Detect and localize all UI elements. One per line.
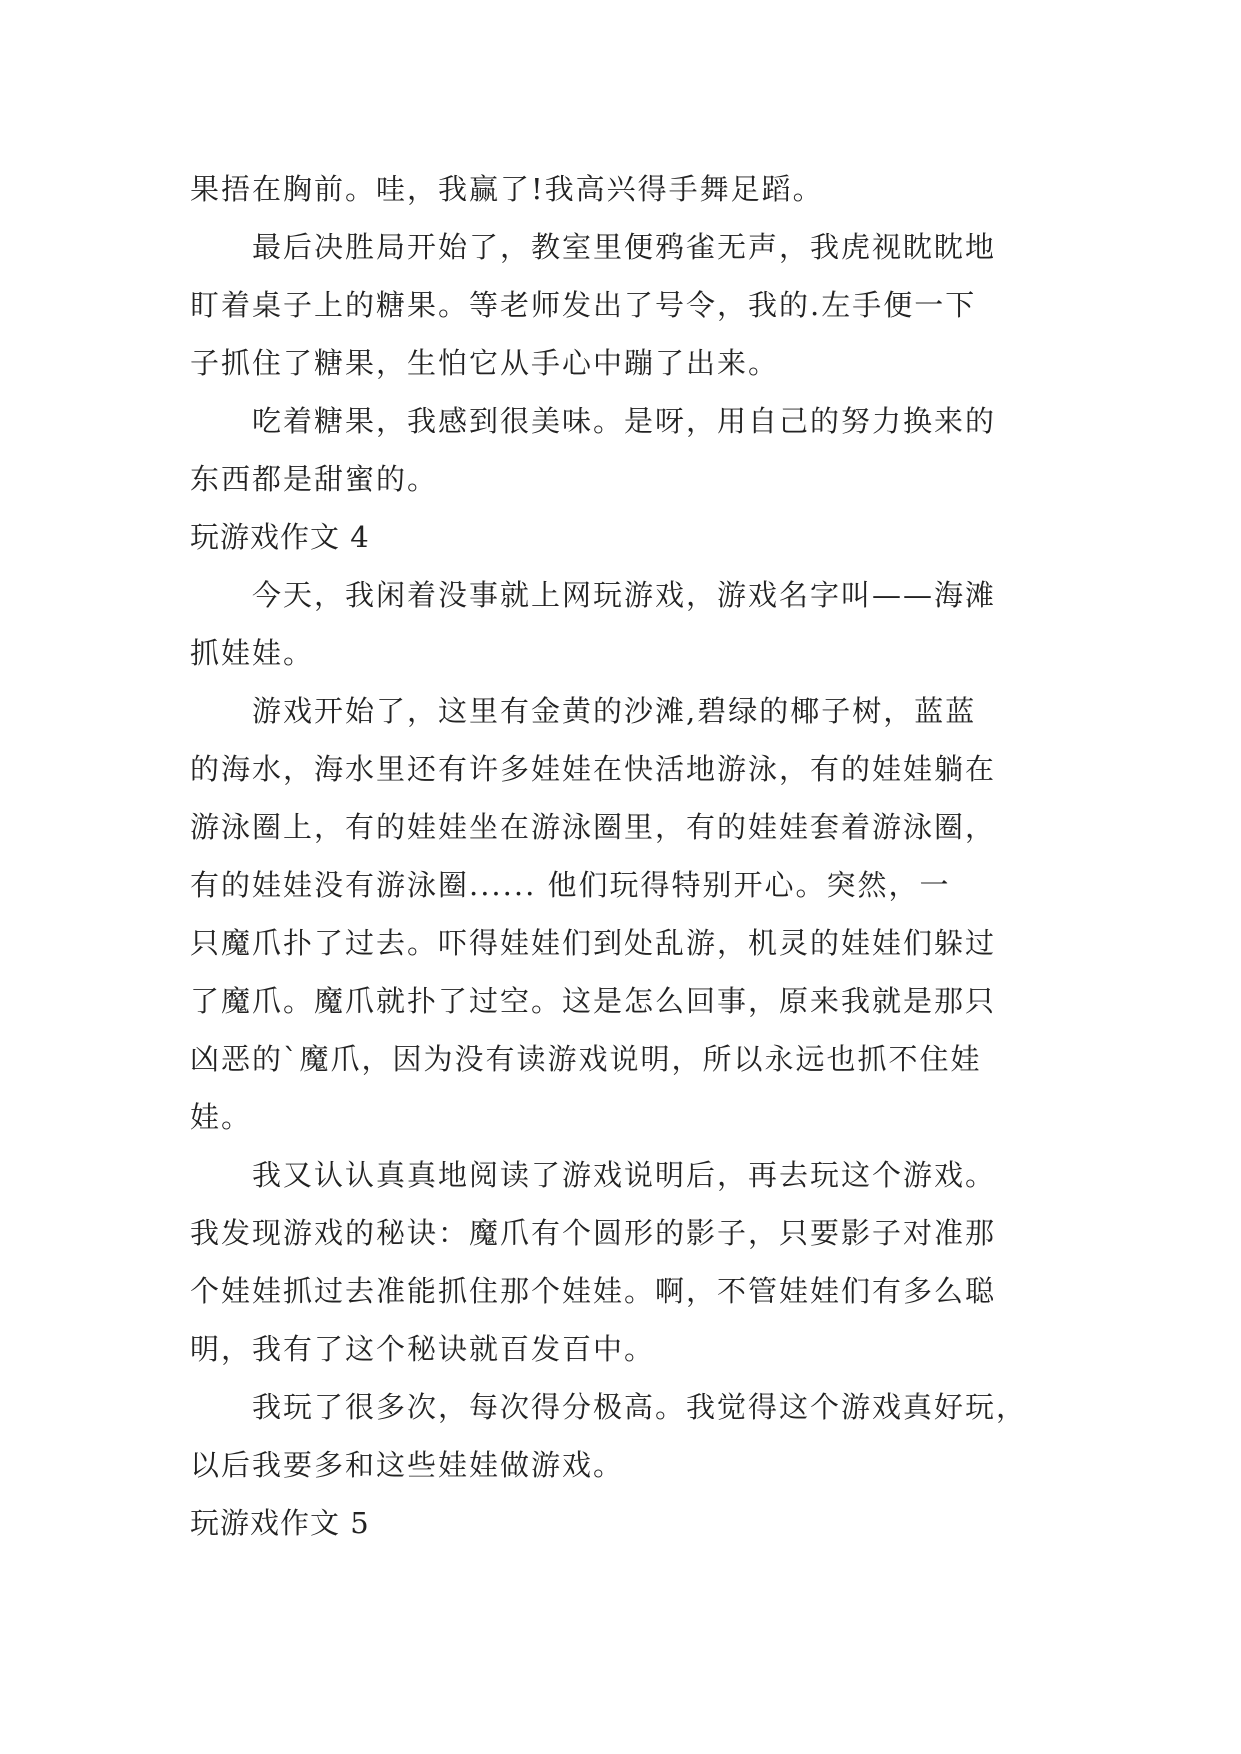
- paragraph-line: 最后决胜局开始了，教室里便鸦雀无声，我虎视眈眈地: [252, 230, 997, 264]
- paragraph-line: 今天，我闲着没事就上网玩游戏，游戏名字叫——海滩: [252, 578, 997, 612]
- paragraph-line: 以后我要多和这些娃娃做游戏。: [190, 1448, 625, 1482]
- paragraph-line: 果捂在胸前。哇，我赢了!我高兴得手舞足蹈。: [190, 172, 824, 206]
- paragraph-line: 了魔爪。魔爪就扑了过空。这是怎么回事，原来我就是那只: [190, 984, 997, 1018]
- paragraph-line: 个娃娃抓过去准能抓住那个娃娃。啊，不管娃娃们有多么聪: [190, 1274, 997, 1308]
- paragraph-line: 只魔爪扑了过去。吓得娃娃们到处乱游，机灵的娃娃们躲过: [190, 926, 997, 960]
- paragraph-line: 子抓住了糖果，生怕它从手心中蹦了出来。: [190, 346, 780, 380]
- paragraph-line: 我发现游戏的秘诀：魔爪有个圆形的影子，只要影子对准那: [190, 1216, 997, 1250]
- document-body: [190, 160, 1060, 1552]
- paragraph-line: 有的娃娃没有游泳圈...... 他们玩得特别开心。突然，一: [190, 868, 951, 902]
- paragraph-line: 东西都是甜蜜的。: [190, 462, 439, 496]
- paragraph-line: 明，我有了这个秘诀就百发百中。: [190, 1332, 656, 1366]
- paragraph-line: 吃着糖果，我感到很美味。是呀，用自己的努力换来的: [252, 404, 997, 438]
- paragraph-line: 凶恶的`魔爪，因为没有读游戏说明，所以永远也抓不住娃: [190, 1042, 982, 1076]
- paragraph-line: 的海水，海水里还有许多娃娃在快活地游泳，有的娃娃躺在: [190, 752, 997, 786]
- paragraph-line: 娃。: [190, 1100, 253, 1134]
- paragraph-line: 我玩了很多次，每次得分极高。我觉得这个游戏真好玩，: [252, 1390, 1028, 1424]
- paragraph-line: 抓娃娃。: [190, 636, 315, 670]
- paragraph-line: 盯着桌子上的糖果。等老师发出了号令，我的.左手便一下: [190, 288, 977, 322]
- paragraph-line: 游泳圈上，有的娃娃坐在游泳圈里，有的娃娃套着游泳圈，: [190, 810, 997, 844]
- paragraph-line: 游戏开始了，这里有金黄的沙滩,碧绿的椰子树，蓝蓝: [252, 694, 977, 728]
- section-heading: 玩游戏作文 5: [190, 1506, 370, 1540]
- paragraph-line: 我又认认真真地阅读了游戏说明后，再去玩这个游戏。: [252, 1158, 997, 1192]
- section-heading: 玩游戏作文 4: [190, 520, 370, 554]
